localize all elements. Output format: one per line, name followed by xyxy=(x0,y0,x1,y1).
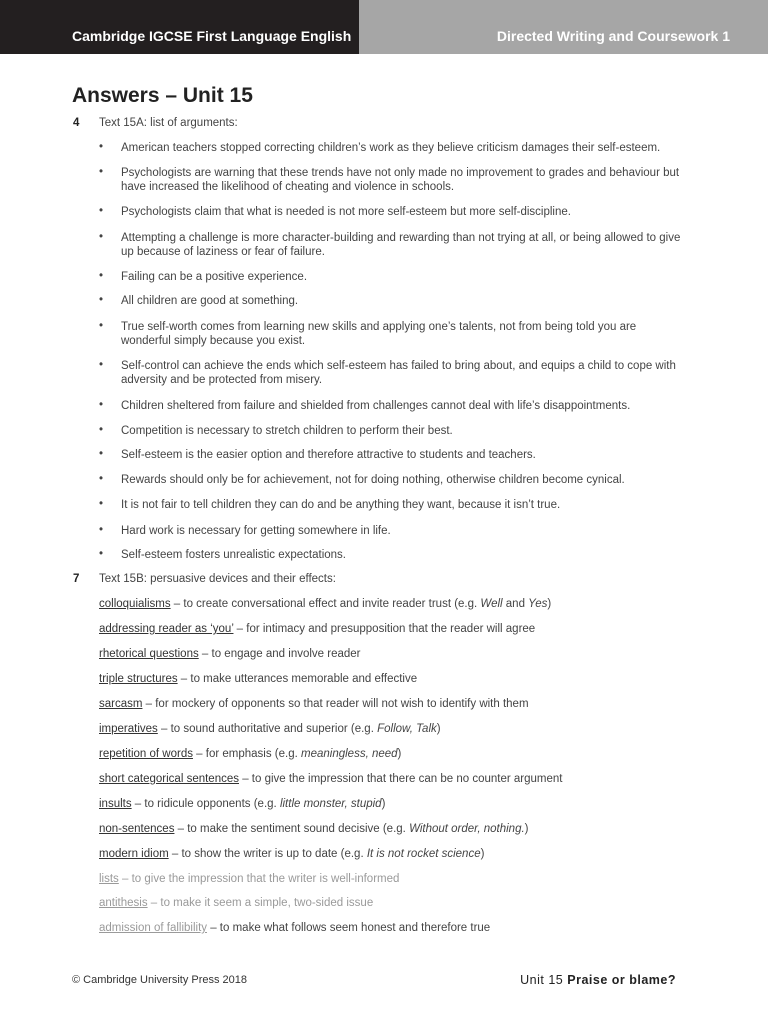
device-item: admission of fallibility – to make what follows seem honest and therefore true xyxy=(99,922,491,934)
bullet: • xyxy=(99,524,104,536)
list-item: Competition is necessary to stretch children to perform their best. xyxy=(121,425,453,437)
bullet: • xyxy=(99,473,104,485)
bullet: • xyxy=(99,294,104,306)
list-item: Rewards should only be for achievement, not for doing nothing, otherwise children become cynical. xyxy=(121,474,625,486)
list-item: All children are good at something. xyxy=(121,295,299,307)
header-book-title: Cambridge IGCSE First Language English xyxy=(72,28,352,44)
device-item: insults – to ridicule opponents (e.g. little monster, stupid) xyxy=(99,798,386,810)
device-item: modern idiom – to show the writer is up to date (e.g. It is not rocket science) xyxy=(99,848,485,860)
device-item: antithesis – to make it seem a simple, two-sided issue xyxy=(99,897,374,909)
bullet: • xyxy=(99,359,104,371)
bullet: • xyxy=(99,166,104,178)
list-item: Psychologists are warning that these trends have not only made no improvement to grades and behaviour but have increased the likelihood of cheating and violence in schools. xyxy=(121,167,680,193)
device-item: colloquialisms – to create conversational effect and invite reader trust (e.g. Well and Yes) xyxy=(99,598,552,610)
device-item: repetition of words – for emphasis (e.g. meaningless, need) xyxy=(99,748,402,760)
bullet: • xyxy=(99,548,104,560)
footer-unit: Unit 15 Praise or blame? xyxy=(520,973,676,987)
question-4-intro: Text 15A: list of arguments: xyxy=(99,117,238,129)
list-item: Failing can be a positive experience. xyxy=(121,271,308,283)
device-item: rhetorical questions – to engage and involve reader xyxy=(99,648,361,660)
page-title: Answers – Unit 15 xyxy=(72,84,253,107)
bullet: • xyxy=(99,399,104,411)
list-item: Attempting a challenge is more character-building and rewarding than not trying at all, or being allowed to give up because of laziness or fear of failure. xyxy=(121,232,681,258)
device-item: non-sentences – to make the sentiment sound decisive (e.g. Without order, nothing.) xyxy=(99,823,529,835)
footer-copyright: © Cambridge University Press 2018 xyxy=(72,974,248,986)
list-item: Self-esteem is the easier option and therefore attractive to students and teachers. xyxy=(121,449,536,461)
device-item: addressing reader as ‘you’ – for intimacy and presupposition that the reader will agree xyxy=(99,623,536,635)
question-number-4: 4 xyxy=(73,117,80,129)
list-item: American teachers stopped correcting children’s work as they believe criticism damages their self-esteem. xyxy=(121,142,661,154)
bullet: • xyxy=(99,320,104,332)
list-item: Hard work is necessary for getting somewhere in life. xyxy=(121,525,391,537)
device-item: triple structures – to make utterances memorable and effective xyxy=(99,673,418,685)
bullet: • xyxy=(99,231,104,243)
list-item: True self-worth comes from learning new skills and applying one’s talents, not from being told you are wonderful simply because you exist. xyxy=(121,321,637,347)
question-7-intro: Text 15B: persuasive devices and their effects: xyxy=(99,573,336,585)
list-item: Children sheltered from failure and shielded from challenges cannot deal with life’s disappointments. xyxy=(121,400,631,412)
header-section-title: Directed Writing and Coursework 1 xyxy=(496,28,730,44)
list-item: Self-esteem fosters unrealistic expectations. xyxy=(121,549,346,561)
list-item: Self-control can achieve the ends which self-esteem has failed to bring about, and equips a child to cope with adversity and be protected from misery. xyxy=(121,360,676,386)
question-number-7: 7 xyxy=(73,573,80,585)
device-item: lists – to give the impression that the writer is well-informed xyxy=(99,873,400,885)
bullet: • xyxy=(99,498,104,510)
bullet: • xyxy=(99,424,104,436)
bullet: • xyxy=(99,270,104,282)
device-item: sarcasm – for mockery of opponents so that reader will not wish to identify with them xyxy=(99,698,529,710)
list-item: It is not fair to tell children they can do and be anything they want, because it isn’t true. xyxy=(121,499,561,511)
list-item: Psychologists claim that what is needed is not more self-esteem but more self-discipline. xyxy=(121,206,571,218)
copyright-icon: © xyxy=(72,974,81,986)
bullet: • xyxy=(99,205,104,217)
bullet: • xyxy=(99,448,104,460)
header-left-band xyxy=(0,0,359,54)
bullet: • xyxy=(99,141,104,153)
device-item: short categorical sentences – to give the impression that there can be no counter argument xyxy=(99,773,563,785)
header-right-band xyxy=(359,0,768,54)
device-item: imperatives – to sound authoritative and superior (e.g. Follow, Talk) xyxy=(99,723,441,735)
